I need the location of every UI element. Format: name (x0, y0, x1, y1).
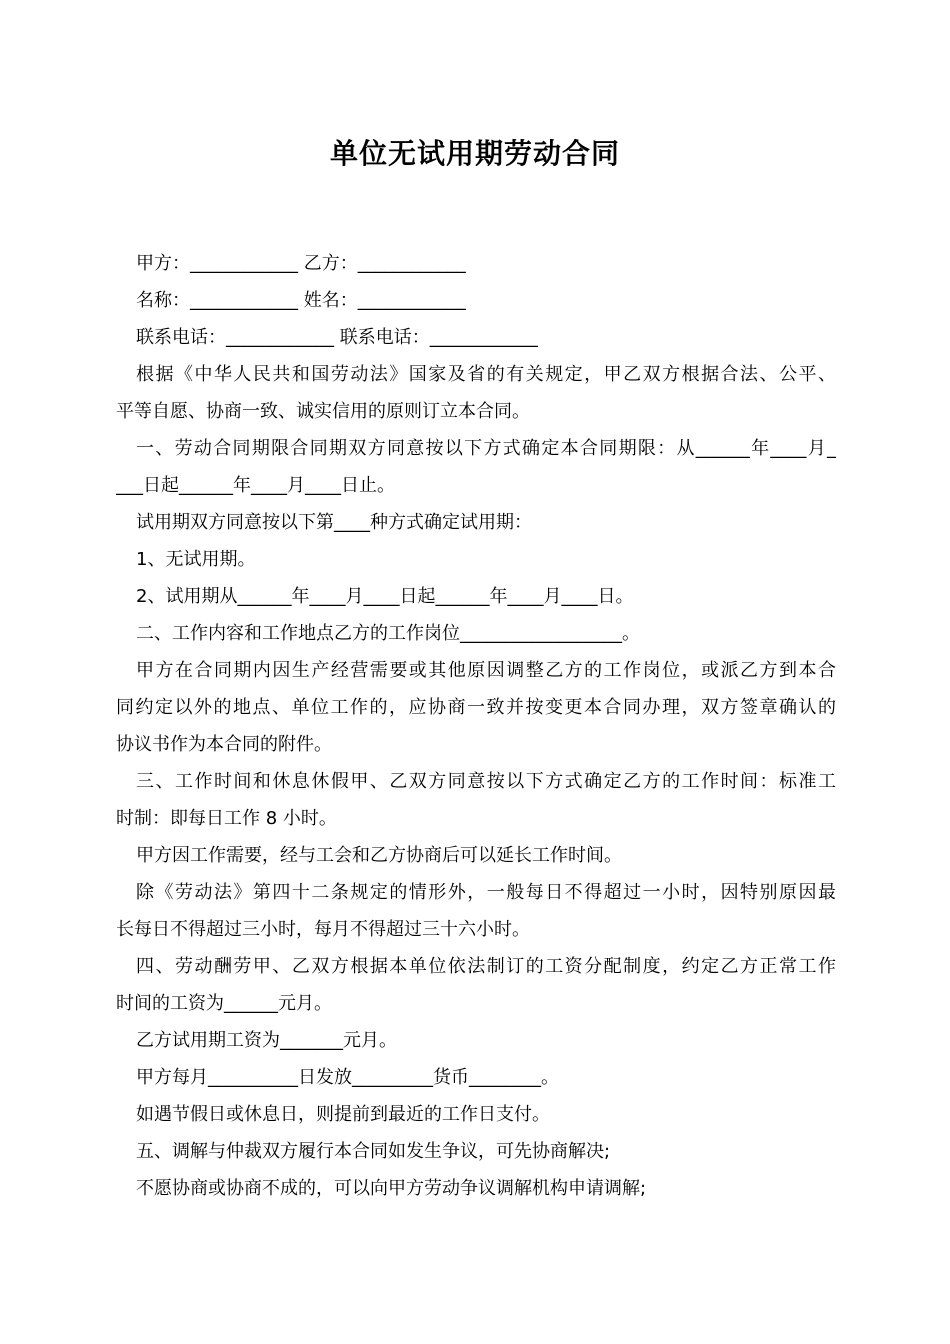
document-line: 2、试用期从______年____月____日起______年____月____日。 (136, 586, 634, 607)
document-line: 名称：____________ 姓名：____________ (136, 290, 466, 311)
document-line: 如遇节假日或休息日，则提前到最近的工作日支付。 (136, 1104, 550, 1125)
document-body (116, 245, 836, 1207)
document-line: 一、劳动合同期限合同期双方同意按以下方式确定本合同期限：从______年____月_ (136, 438, 836, 459)
document-line: 不愿协商或协商不成的，可以向甲方劳动争议调解机构申请调解; (136, 1178, 647, 1199)
document-title: 单位无试用期劳动合同 (329, 137, 620, 170)
document-line: 时制：即每日工作 8 小时。 (116, 808, 337, 829)
document-line: 时间的工资为______元月。 (116, 993, 332, 1014)
document-line: 三、工作时间和休息休假甲、乙双方同意按以下方式确定乙方的工作时间：标准工 (136, 771, 836, 792)
document-line: 长每日不得超过三小时，每月不得超过三十六小时。 (116, 919, 530, 940)
document-line: 根据《中华人民共和国劳动法》国家及省的有关规定，甲乙双方根据合法、公平、 (136, 364, 836, 385)
document-line: 1、无试用期。 (136, 549, 256, 570)
document-line: ___日起______年____月____日止。 (116, 475, 395, 496)
document-line: 甲方因工作需要，经与工会和乙方协商后可以延长工作时间。 (136, 845, 622, 866)
document-line: 二、工作内容和工作地点乙方的工作岗位__________________。 (136, 623, 640, 644)
document-line: 联系电话：____________ 联系电话：____________ (136, 327, 538, 348)
document-line: 平等自愿、协商一致、诚实信用的原则订立本合同。 (116, 401, 530, 422)
document-line: 协议书作为本合同的附件。 (116, 734, 332, 755)
document-line: 除《劳动法》第四十二条规定的情形外，一般每日不得超过一小时，因特别原因最 (136, 882, 836, 903)
document-line: 试用期双方同意按以下第____种方式确定试用期： (136, 512, 532, 533)
document-line: 乙方试用期工资为_______元月。 (136, 1030, 397, 1051)
document-line: 五、调解与仲裁双方履行本合同如发生争议，可先协商解决; (136, 1141, 611, 1162)
document-line: 同约定以外的地点、单位工作的，应协商一致并按变更本合同办理，双方签章确认的 (116, 697, 836, 718)
document-line: 甲方在合同期内因生产经营需要或其他原因调整乙方的工作岗位，或派乙方到本合 (136, 660, 836, 681)
document-line: 甲方：____________ 乙方：____________ (136, 253, 466, 274)
document-line: 四、劳动酬劳甲、乙双方根据本单位依法制订的工资分配制度，约定乙方正常工作 (136, 956, 836, 977)
document-line: 甲方每月__________日发放_________货币________。 (136, 1067, 559, 1088)
